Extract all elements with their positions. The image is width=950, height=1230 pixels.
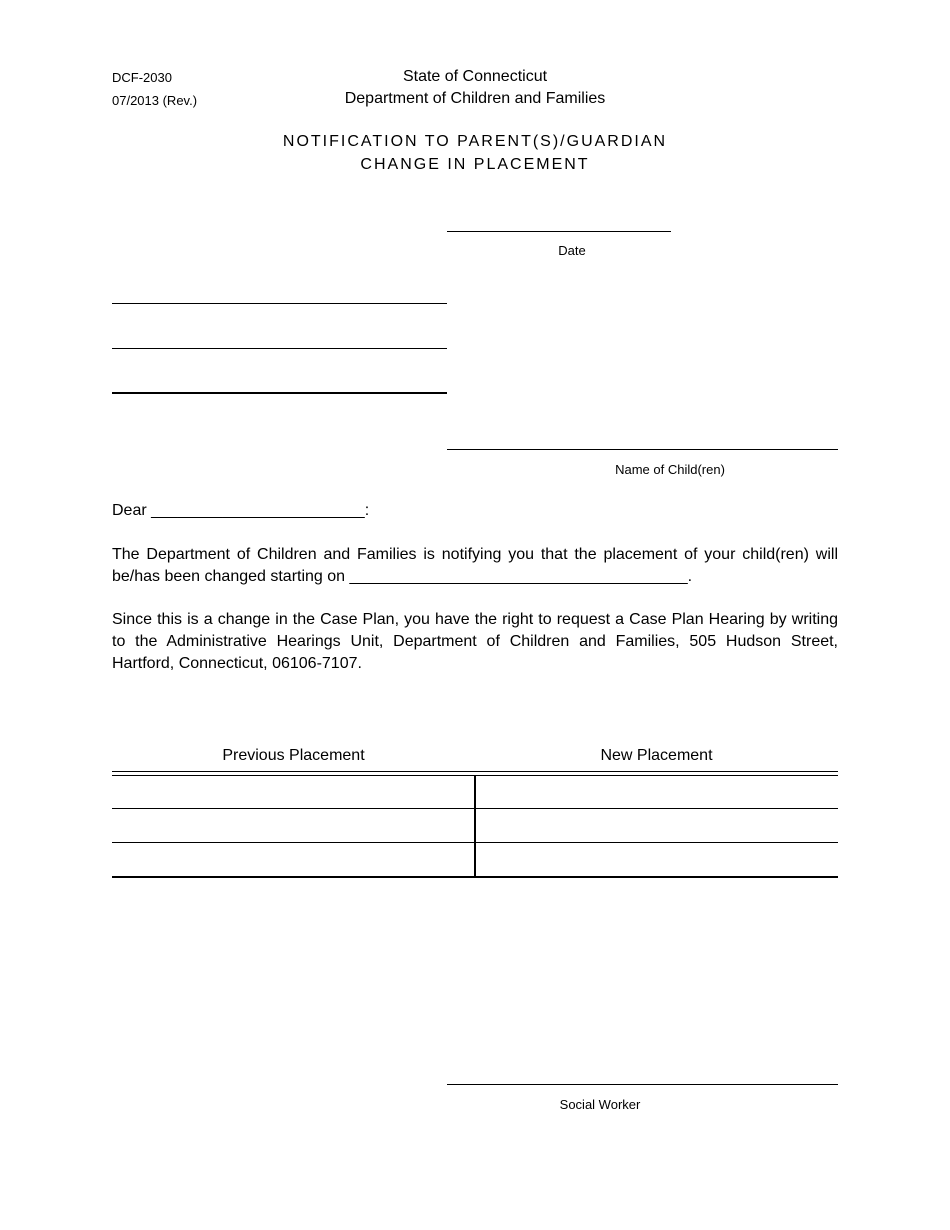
- table-cell-previous-2[interactable]: [112, 809, 474, 842]
- table-cell-previous-3[interactable]: [112, 843, 474, 876]
- address-line-1[interactable]: [112, 303, 447, 304]
- department-name: Department of Children and Families: [344, 90, 606, 107]
- previous-placement-header: Previous Placement: [222, 747, 365, 764]
- state-name: State of Connecticut: [402, 68, 548, 85]
- date-field-line[interactable]: [447, 231, 671, 232]
- paragraph-case-plan: Since this is a change in the Case Plan, you have the right to request a Case Plan Hearing by writing to the Administrative Hearings Unit, Department of Children and Families, 505 Hudson Street, Hartford, Connecticut, 06106-7107.: [112, 611, 838, 672]
- new-placement-header: New Placement: [600, 747, 713, 764]
- address-line-2[interactable]: [112, 348, 447, 349]
- paragraph-notification: The Department of Children and Families is notifying you that the placement of your child(ren) will be/has been changed starting on ______________________________________.: [112, 546, 838, 585]
- table-cell-new-1[interactable]: [476, 776, 838, 808]
- address-line-3[interactable]: [112, 392, 447, 394]
- social-worker-label: Social Worker: [559, 1097, 641, 1112]
- table-cell-new-3[interactable]: [476, 843, 838, 876]
- table-header-rule-top: [112, 771, 838, 772]
- date-label: Date: [558, 243, 586, 258]
- table-cell-new-2[interactable]: [476, 809, 838, 842]
- child-name-label: Name of Child(ren): [615, 462, 725, 477]
- salutation: Dear ________________________:: [112, 502, 370, 519]
- child-name-field-line[interactable]: [447, 449, 838, 450]
- form-code: DCF-2030: [112, 70, 172, 85]
- form-title-line2: CHANGE IN PLACEMENT: [360, 156, 590, 173]
- form-title-line1: NOTIFICATION TO PARENT(S)/GUARDIAN: [282, 133, 668, 150]
- social-worker-signature-line[interactable]: [447, 1084, 838, 1085]
- table-cell-previous-1[interactable]: [112, 776, 474, 808]
- table-bottom-rule: [112, 876, 838, 878]
- form-revision: 07/2013 (Rev.): [112, 93, 198, 108]
